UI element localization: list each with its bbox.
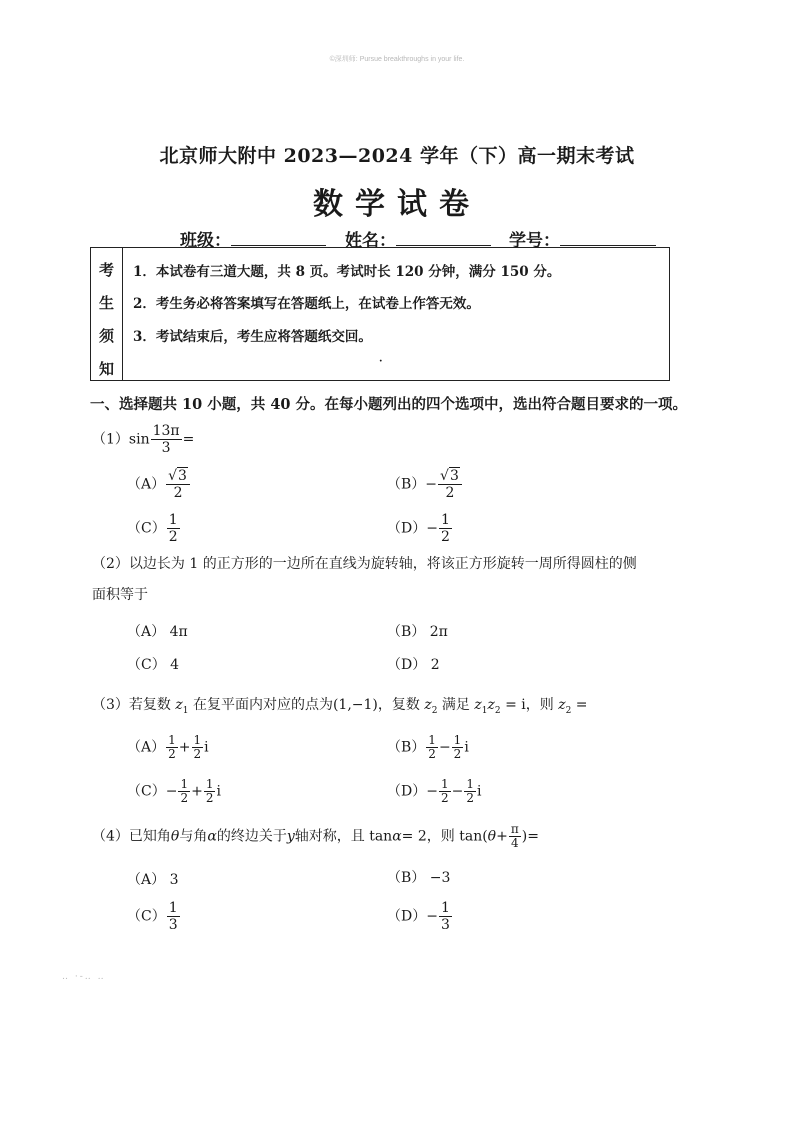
question-4 (92, 823, 539, 850)
subscript: 2 (494, 705, 501, 716)
equals: = (182, 431, 195, 448)
operator: + (191, 783, 203, 800)
section-heading: 一、选择题共 10 小题，共 40 分。在每小题列出的四个选项中，选出符合题目要求的一项。 (90, 396, 688, 413)
denominator: 3 (161, 440, 171, 456)
notice-side-char: 考 (98, 261, 114, 279)
var-alpha: α (207, 828, 217, 845)
option-label: （B） (387, 739, 426, 756)
notice-side-column (91, 248, 123, 380)
q4-option-b[interactable] (387, 867, 450, 887)
option-label: （A） (127, 739, 166, 756)
option-value: 4π (169, 624, 188, 640)
option-sign: − (426, 520, 438, 537)
q4-option-a[interactable] (127, 869, 179, 889)
option-label: （A） (127, 476, 166, 493)
option-value: 2π (429, 624, 448, 640)
var-z: z (558, 697, 566, 713)
imaginary-unit: i (464, 739, 469, 756)
q2-option-c[interactable] (127, 654, 179, 674)
question-3 (92, 694, 588, 716)
fraction: $\frac{1}{3}$ (168, 900, 178, 933)
sqrt-symbol: √3 (440, 468, 459, 484)
question-1 (92, 423, 194, 456)
imaginary-unit: i (476, 783, 482, 800)
var-z: z (474, 697, 482, 713)
name-blank[interactable] (396, 230, 491, 246)
operator: − (438, 739, 451, 756)
question-number: （4） (92, 828, 129, 845)
equals: )= (521, 828, 539, 845)
question-number: （3） (92, 697, 129, 713)
denominator: 2 (168, 529, 178, 545)
tan-func: tan( (459, 828, 488, 845)
q1-option-a[interactable] (127, 468, 191, 501)
fraction (167, 512, 180, 545)
q1-option-d[interactable] (387, 512, 453, 545)
q1-option-c[interactable] (127, 512, 181, 545)
fraction: $\frac{1}{3}$ (440, 900, 450, 933)
fraction: $\frac{1}{2}$ (180, 777, 189, 805)
equals: = (575, 697, 588, 713)
option-label: （C） (127, 520, 166, 537)
fraction: $\frac{1}{2}$ (453, 733, 462, 761)
option-sign: − (425, 476, 438, 493)
numerator (166, 468, 190, 485)
sqrt-symbol: √3 (168, 468, 187, 484)
paper-title: 数学试卷 (313, 187, 481, 222)
imaginary-unit: i (204, 739, 209, 756)
q2-option-b[interactable] (387, 621, 448, 641)
option-label: （D） (387, 657, 427, 673)
fraction: $\frac{1}{2}$ (205, 777, 214, 805)
operator: + (496, 828, 508, 845)
q4-option-c[interactable] (127, 900, 181, 933)
var-alpha: α (392, 828, 402, 845)
fraction: $\frac{1}{2}$ (168, 733, 176, 761)
var-z: z (487, 697, 495, 713)
scan-marks: ‥ ·-‥ ‥ (62, 972, 106, 982)
question-2-line-2: 面积等于 (92, 587, 148, 603)
fraction (439, 512, 452, 545)
notice-item: 2．考生务必将答案填写在答题纸上，在试卷上作答无效。 (133, 296, 480, 312)
sin-func: sin (128, 431, 150, 448)
fraction: $\frac{\pi}{4}$ (510, 822, 519, 850)
option-value: 3 (169, 872, 179, 888)
option-label: （C） (127, 908, 166, 925)
question-text: 的终边关于 (216, 828, 287, 845)
question-text: 已知角 (128, 828, 171, 845)
var-y: y (286, 828, 295, 845)
fraction: $\frac{1}{2}$ (466, 777, 474, 805)
q3-option-c[interactable] (127, 778, 221, 805)
numerator: 1 (440, 512, 450, 528)
question-2-line-1: （2）以边长为 1 的正方形的一边所在直线为旋转轴，将该正方形旋转一周所得圆柱的侧 (92, 556, 637, 572)
imaginary-unit: i (216, 783, 221, 800)
numerator: 1 (168, 512, 178, 528)
option-label: （C） (127, 657, 166, 673)
q4-option-d[interactable] (387, 900, 453, 933)
subscript: 2 (565, 705, 572, 716)
student-id-label: 学号： (509, 231, 560, 251)
numerator (438, 468, 462, 485)
notice-item: 3．考试结束后，考生应将答题纸交回。 (133, 329, 372, 345)
fraction (166, 468, 190, 501)
option-sign: − (165, 783, 178, 800)
fraction (438, 468, 462, 501)
option-label: （B） (387, 476, 426, 493)
option-label: （A） (127, 872, 166, 888)
fraction (151, 423, 182, 456)
q3-option-a[interactable] (127, 734, 209, 761)
denominator: 2 (445, 485, 455, 501)
subscript: 1 (481, 705, 488, 716)
point: (1,−1) (332, 697, 378, 713)
var-z: z (424, 697, 432, 713)
student-id-blank[interactable] (560, 230, 656, 246)
class-label: 班级： (180, 231, 231, 251)
question-text: 在复平面内对应的点为 (192, 697, 333, 713)
var-theta: θ (170, 828, 180, 845)
class-blank[interactable] (231, 230, 326, 246)
fraction: $\frac{1}{2}$ (428, 733, 436, 761)
notice-box (90, 247, 670, 381)
question-text: 满足 (441, 697, 470, 713)
question-text: 轴对称，且 (294, 828, 365, 845)
option-label: （A） (127, 624, 166, 640)
notice-side-char: 须 (98, 327, 114, 345)
question-text: ，则 (525, 697, 554, 713)
var-z: z (175, 697, 183, 713)
question-text: 与角 (179, 828, 208, 845)
q1-option-b[interactable] (387, 468, 463, 501)
notice-side-char: 知 (98, 360, 114, 378)
operator: + (178, 739, 191, 756)
option-label: （C） (127, 783, 166, 800)
question-text: 若复数 (128, 697, 171, 713)
question-text: ，则 (426, 828, 455, 845)
question-number: （1） (92, 431, 129, 448)
exam-title: 北京师大附中 2023—2024 学年（下）高一期末考试 (159, 145, 635, 167)
q3-option-d[interactable] (387, 778, 481, 805)
option-label: （B） (387, 870, 426, 886)
option-label: （B） (387, 624, 426, 640)
q2-option-d[interactable] (387, 654, 440, 674)
notice-dot: · (379, 356, 383, 367)
denominator: 2 (173, 485, 183, 501)
option-sign: − (426, 783, 438, 800)
name-label: 姓名： (345, 231, 396, 251)
var-theta: θ (487, 828, 497, 845)
notice-item: 1．本试卷有三道大题，共 8 页。考试时长 120 分钟，满分 150 分。 (133, 264, 561, 280)
equation: = i (505, 697, 526, 713)
operator: − (451, 783, 464, 800)
option-label: （D） (387, 520, 427, 537)
numerator: 13π (152, 423, 180, 439)
option-sign: − (426, 908, 438, 925)
subscript: 2 (431, 705, 438, 716)
denominator: 2 (440, 529, 450, 545)
option-label: （D） (387, 908, 427, 925)
fraction: $\frac{1}{2}$ (440, 777, 449, 805)
q2-option-a[interactable] (127, 621, 188, 641)
option-value: 2 (430, 657, 440, 673)
tan-func: tan (369, 828, 393, 845)
option-value: 4 (170, 657, 180, 673)
notice-side-char: 生 (98, 294, 114, 312)
subscript: 1 (182, 705, 189, 716)
question-text: ，复数 (377, 697, 420, 713)
watermark: ©深圳师: Pursue breakthroughs in your life. (329, 56, 465, 63)
fraction: $\frac{1}{2}$ (193, 733, 202, 761)
option-label: （D） (387, 783, 427, 800)
option-value: −3 (429, 870, 451, 886)
q3-option-b[interactable] (387, 734, 469, 761)
equation: = 2 (401, 828, 427, 845)
